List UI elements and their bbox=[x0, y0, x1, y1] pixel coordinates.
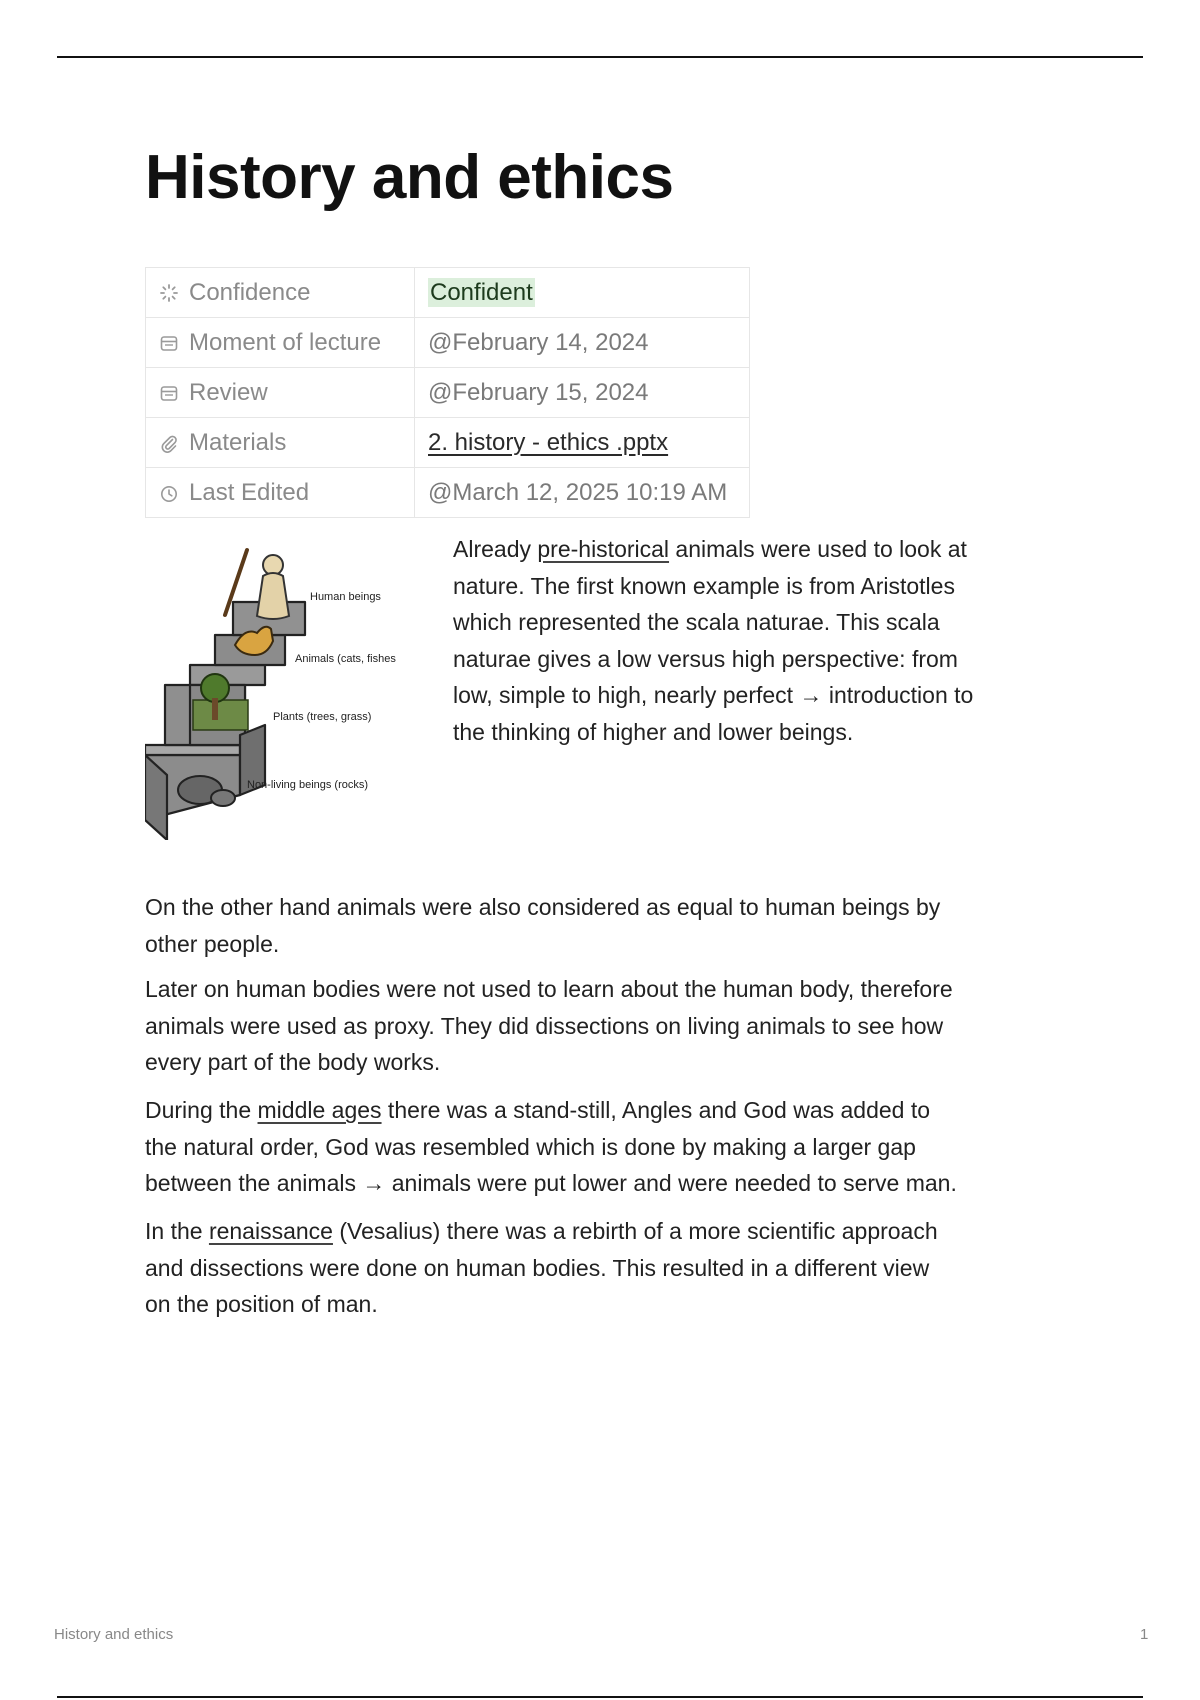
paragraph-text: there was a stand-still, Angles and God was added to bbox=[381, 1097, 931, 1123]
top-rule bbox=[57, 56, 1143, 58]
property-label: Last Edited bbox=[189, 478, 310, 506]
paragraph-text: Already bbox=[453, 536, 538, 562]
label-plants: Plants (trees, grass) bbox=[273, 711, 372, 723]
page-title: History and ethics bbox=[145, 143, 674, 212]
paperclip-icon bbox=[159, 433, 181, 453]
property-label-cell bbox=[146, 268, 415, 318]
property-row-last-edited bbox=[146, 468, 750, 518]
paragraph-text: other people. bbox=[145, 930, 280, 957]
property-row-moment-of-lecture bbox=[146, 318, 750, 368]
paragraph-text: On the other hand animals were also considered as equal to human beings by bbox=[145, 894, 941, 920]
paragraph-scala-naturae bbox=[453, 531, 1073, 750]
paragraph-text: During the bbox=[145, 1097, 258, 1123]
calendar-icon bbox=[159, 333, 181, 353]
property-label-cell bbox=[146, 468, 415, 518]
paragraph-text: and dissections were done on human bodies. This resulted in a different view bbox=[145, 1254, 930, 1281]
property-label-cell bbox=[146, 418, 415, 468]
paragraph-text: animals were used as proxy. They did dissections on living animals to see how bbox=[145, 1012, 944, 1039]
property-row-review bbox=[146, 368, 750, 418]
paragraph-text: Later on human bodies were not used to learn about the human body, therefore bbox=[145, 976, 953, 1002]
paragraph-text: every part of the body works. bbox=[145, 1049, 441, 1075]
bottom-rule bbox=[57, 1696, 1143, 1698]
property-value-cell[interactable] bbox=[415, 418, 750, 468]
property-label: Moment of lecture bbox=[189, 328, 382, 356]
property-label-cell bbox=[146, 368, 415, 418]
properties-table bbox=[145, 267, 750, 518]
confidence-tag[interactable]: Confident bbox=[430, 278, 533, 306]
footer-page-number: 1 bbox=[1140, 1626, 1149, 1643]
property-value-cell bbox=[415, 468, 750, 518]
paragraph-text: naturae gives a low versus high perspective: from bbox=[453, 645, 958, 672]
paragraph-text: low, simple to high, nearly perfect → introduction to bbox=[453, 682, 974, 708]
spinner-icon bbox=[159, 283, 181, 303]
paragraph-middle-ages bbox=[145, 1092, 1085, 1202]
materials-file-link[interactable]: 2. history - ethics .pptx bbox=[428, 428, 669, 456]
paragraph-text: the natural order, God was resembled which is done by making a larger gap bbox=[145, 1133, 916, 1160]
paragraph-text: In the bbox=[145, 1218, 209, 1244]
paragraph-renaissance bbox=[145, 1213, 1085, 1323]
label-non-living: Non-living beings (rocks) bbox=[247, 779, 369, 791]
scala-naturae-drawing bbox=[145, 540, 413, 840]
property-label: Confidence bbox=[189, 278, 311, 306]
label-human-beings: Human beings bbox=[310, 591, 381, 603]
property-value-cell[interactable] bbox=[415, 268, 750, 318]
paragraph-equal-view bbox=[145, 889, 1085, 962]
lecture-date[interactable]: @February 14, 2024 bbox=[428, 328, 649, 356]
paragraph-text: between the animals → animals were put lower and were needed to serve man. bbox=[145, 1170, 957, 1196]
clock-icon bbox=[159, 483, 181, 503]
property-row-confidence bbox=[146, 268, 750, 318]
last-edited-value: @March 12, 2025 10:19 AM bbox=[428, 478, 728, 506]
review-date[interactable]: @February 15, 2024 bbox=[428, 378, 649, 406]
paragraph-text: on the position of man. bbox=[145, 1291, 378, 1317]
link-pre-historical[interactable]: pre-historical bbox=[537, 536, 670, 562]
property-label: Materials bbox=[189, 428, 287, 456]
label-animals: Animals (cats, fishes bbox=[295, 653, 396, 665]
property-label-cell bbox=[146, 318, 415, 368]
property-row-materials bbox=[146, 418, 750, 468]
paragraph-text: the thinking of higher and lower beings. bbox=[453, 718, 854, 745]
property-label: Review bbox=[189, 378, 268, 406]
paragraph-text: animals were used to look at bbox=[669, 536, 967, 562]
calendar-icon bbox=[159, 383, 181, 403]
paragraph-text: which represented the scala naturae. This scala bbox=[453, 609, 940, 635]
scala-naturae-illustration bbox=[145, 540, 413, 840]
property-value-cell[interactable] bbox=[415, 318, 750, 368]
paragraph-text: (Vesalius) there was a rebirth of a more scientific approach bbox=[332, 1218, 938, 1244]
link-middle-ages[interactable]: middle ages bbox=[257, 1097, 382, 1123]
paragraph-dissections bbox=[145, 971, 1085, 1081]
paragraph-text: nature. The first known example is from Aristotles bbox=[453, 572, 955, 599]
property-value-cell[interactable] bbox=[415, 368, 750, 418]
link-renaissance[interactable]: renaissance bbox=[208, 1218, 333, 1244]
footer-document-title: History and ethics bbox=[54, 1626, 174, 1643]
